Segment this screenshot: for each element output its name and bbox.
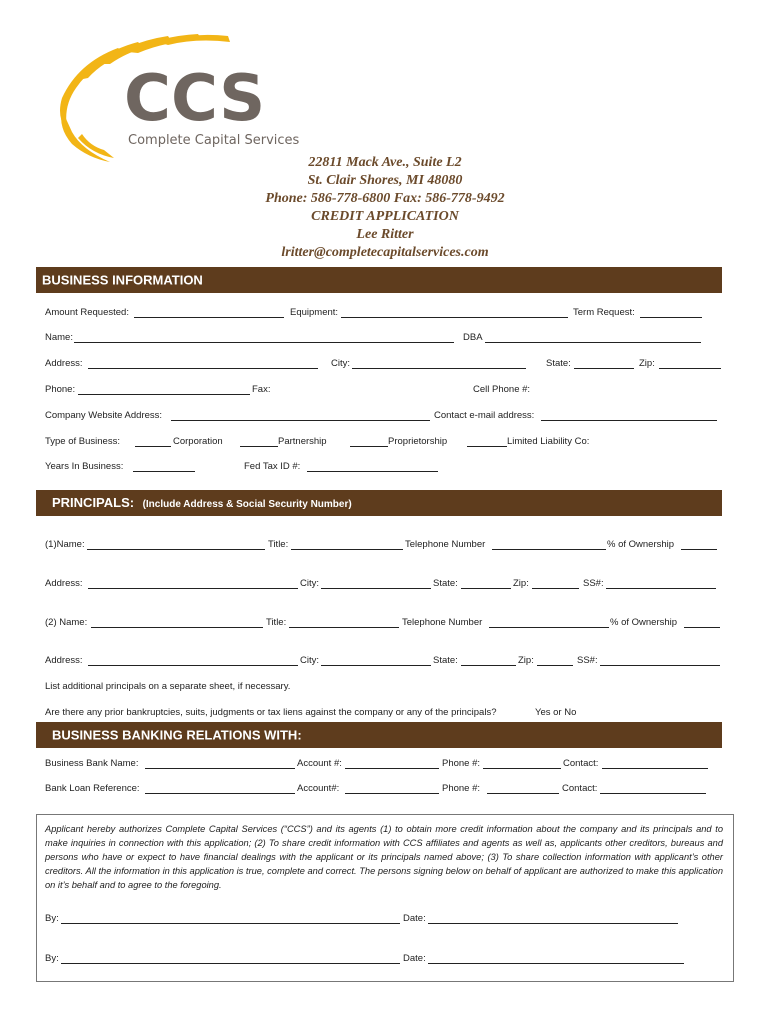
p2-address-field[interactable] [88, 665, 298, 666]
account-field[interactable] [345, 768, 439, 769]
fed-tax-field[interactable] [307, 471, 438, 472]
loan-phone-label: Phone #: [442, 783, 481, 794]
header-address1: 22811 Mack Ave., Suite L2 [308, 155, 462, 170]
p1-phone-field[interactable] [492, 549, 606, 550]
p1-name-label: (1)Name: [45, 539, 85, 550]
city-field[interactable] [352, 368, 526, 369]
banking-title: BUSINESS BANKING RELATIONS WITH: [52, 727, 302, 743]
date2-label: Date: [403, 953, 426, 964]
business-info-header [36, 267, 722, 293]
p2-name-label: (2) Name: [45, 617, 88, 628]
p2-state-label: State: [433, 655, 458, 666]
state-field[interactable] [574, 368, 634, 369]
p1-zip-field[interactable] [532, 588, 579, 589]
p1-title-label: Title: [268, 539, 289, 550]
banking-header [36, 722, 722, 748]
p1-ssn-label: SS#: [583, 578, 604, 589]
p2-phone-field[interactable] [489, 627, 609, 628]
loan-contact-label: Contact: [562, 783, 598, 794]
p2-address-label: Address: [45, 655, 83, 666]
p2-title-label: Title: [266, 617, 287, 628]
llc-label: Limited Liability Co: [507, 436, 590, 447]
p1-ownership-label: % of Ownership [607, 539, 675, 550]
loan-ref-label: Bank Loan Reference: [45, 783, 140, 794]
phone-label: Phone: [45, 384, 76, 395]
website-field[interactable] [171, 420, 430, 421]
name-label: Name: [45, 332, 73, 343]
header-email: lritter@completecapitalservices.com [281, 245, 489, 260]
logo-subtitle: Complete Capital Services [128, 133, 300, 148]
header-address2: St. Clair Shores, MI 48080 [307, 173, 463, 188]
amount-requested-label: Amount Requested: [45, 307, 129, 318]
p1-ssn-field[interactable] [606, 588, 716, 589]
header-contact: Lee Ritter [356, 227, 414, 242]
account-label: Account #: [297, 758, 342, 769]
p2-ssn-label: SS#: [577, 655, 598, 666]
date1-label: Date: [403, 913, 426, 924]
authorization-text: Applicant hereby authorizes Complete Capital Services (“CCS”) and its agents (1) to obtain more credit information about the company and its principals and to make inquiries in connection with this application; (2) To share credit information with CCS affiliates and agents as well as, applicants other creditors, bureaus and persons who have or expect to have financial dealings with the applicant or its principals named above; (3) To share collection information with applicant’s other creditors. All the information in this application is true, complete and correct. The persons signing below on behalf of applicant are authorized to make this application on it’s behalf and to agree to the foregoing. [45, 824, 723, 890]
partnership-checkbox[interactable] [240, 446, 278, 447]
bank-name-label: Business Bank Name: [45, 758, 139, 769]
term-request-label: Term Request: [573, 307, 635, 318]
principals-subtitle: (Include Address & Social Security Number) [142, 499, 352, 510]
p2-title-field[interactable] [289, 627, 399, 628]
p1-state-label: State: [433, 578, 458, 589]
amount-requested-field[interactable] [134, 317, 284, 318]
loan-phone-field[interactable] [487, 793, 559, 794]
zip-field[interactable] [659, 368, 721, 369]
p1-zip-label: Zip: [513, 578, 529, 589]
by1-signature-field[interactable] [61, 923, 400, 924]
city-label: City: [331, 358, 350, 369]
p2-zip-field[interactable] [537, 665, 573, 666]
years-field[interactable] [133, 471, 195, 472]
account2-field[interactable] [345, 793, 439, 794]
logo-mark: CCS [124, 62, 266, 136]
contact-email-label: Contact e-mail address: [434, 410, 535, 421]
by1-label: By: [45, 913, 59, 924]
corporation-checkbox[interactable] [135, 446, 171, 447]
bankruptcy-answer[interactable]: Yes or No [535, 707, 577, 718]
type-of-business-label: Type of Business: [45, 436, 120, 447]
bank-name-field[interactable] [145, 768, 295, 769]
state-label: State: [546, 358, 571, 369]
by2-signature-field[interactable] [61, 963, 400, 964]
p1-city-field[interactable] [321, 588, 431, 589]
p2-city-label: City: [300, 655, 319, 666]
bank-contact-field[interactable] [602, 768, 708, 769]
by2-label: By: [45, 953, 59, 964]
loan-contact-field[interactable] [600, 793, 706, 794]
p2-ownership-field[interactable] [684, 627, 720, 628]
cell-phone-label: Cell Phone #: [473, 384, 531, 395]
date2-field[interactable] [428, 963, 684, 964]
header-phone: Phone: 586-778-6800 Fax: 586-778-9492 [265, 191, 505, 206]
p1-address-label: Address: [45, 578, 83, 589]
p1-phone-label: Telephone Number [405, 539, 486, 550]
fed-tax-label: Fed Tax ID #: [244, 461, 301, 472]
zip-label: Zip: [639, 358, 655, 369]
ccs-logo [48, 28, 348, 168]
p1-city-label: City: [300, 578, 319, 589]
bankruptcy-question: Are there any prior bankruptcies, suits, judgments or tax liens against the company or any of the principals? [45, 707, 497, 718]
address-field[interactable] [88, 368, 318, 369]
partnership-label: Partnership [278, 436, 327, 447]
name-field[interactable] [74, 342, 454, 343]
p2-name-field[interactable] [91, 627, 263, 628]
bank-phone-field[interactable] [483, 768, 561, 769]
principals-title: PRINCIPALS: [52, 495, 135, 510]
business-info-title: BUSINESS INFORMATION [42, 272, 203, 288]
header-title: CREDIT APPLICATION [311, 209, 459, 224]
p2-city-field[interactable] [321, 665, 431, 666]
p2-ownership-label: % of Ownership [610, 617, 678, 628]
date1-field[interactable] [428, 923, 678, 924]
bank-contact-label: Contact: [563, 758, 599, 769]
loan-ref-field[interactable] [145, 793, 295, 794]
dba-field[interactable] [485, 342, 701, 343]
principals-header [36, 490, 722, 516]
website-label: Company Website Address: [45, 410, 163, 421]
p1-ownership-field[interactable] [681, 549, 717, 550]
proprietorship-checkbox[interactable] [350, 446, 388, 447]
dba-label: DBA [463, 332, 483, 343]
equipment-field[interactable] [341, 317, 568, 318]
account2-label: Account#: [297, 783, 340, 794]
p1-title-field[interactable] [291, 549, 403, 550]
bank-phone-label: Phone #: [442, 758, 481, 769]
p2-phone-label: Telephone Number [402, 617, 483, 628]
contact-email-field[interactable] [541, 420, 717, 421]
p2-zip-label: Zip: [518, 655, 534, 666]
p2-state-field[interactable] [461, 665, 516, 666]
additional-principals-note: List additional principals on a separate sheet, if necessary. [45, 681, 291, 692]
authorization-box [36, 814, 734, 982]
p1-name-field[interactable] [87, 549, 265, 550]
address-label: Address: [45, 358, 83, 369]
years-label: Years In Business: [45, 461, 124, 472]
fax-label: Fax: [252, 384, 271, 395]
p1-address-field[interactable] [88, 588, 298, 589]
proprietorship-label: Proprietorship [388, 436, 448, 447]
p2-ssn-field[interactable] [600, 665, 720, 666]
p1-state-field[interactable] [461, 588, 511, 589]
phone-field[interactable] [78, 394, 250, 395]
equipment-label: Equipment: [290, 307, 339, 318]
term-request-field[interactable] [640, 317, 702, 318]
corporation-label: Corporation [173, 436, 223, 447]
llc-checkbox[interactable] [467, 446, 507, 447]
